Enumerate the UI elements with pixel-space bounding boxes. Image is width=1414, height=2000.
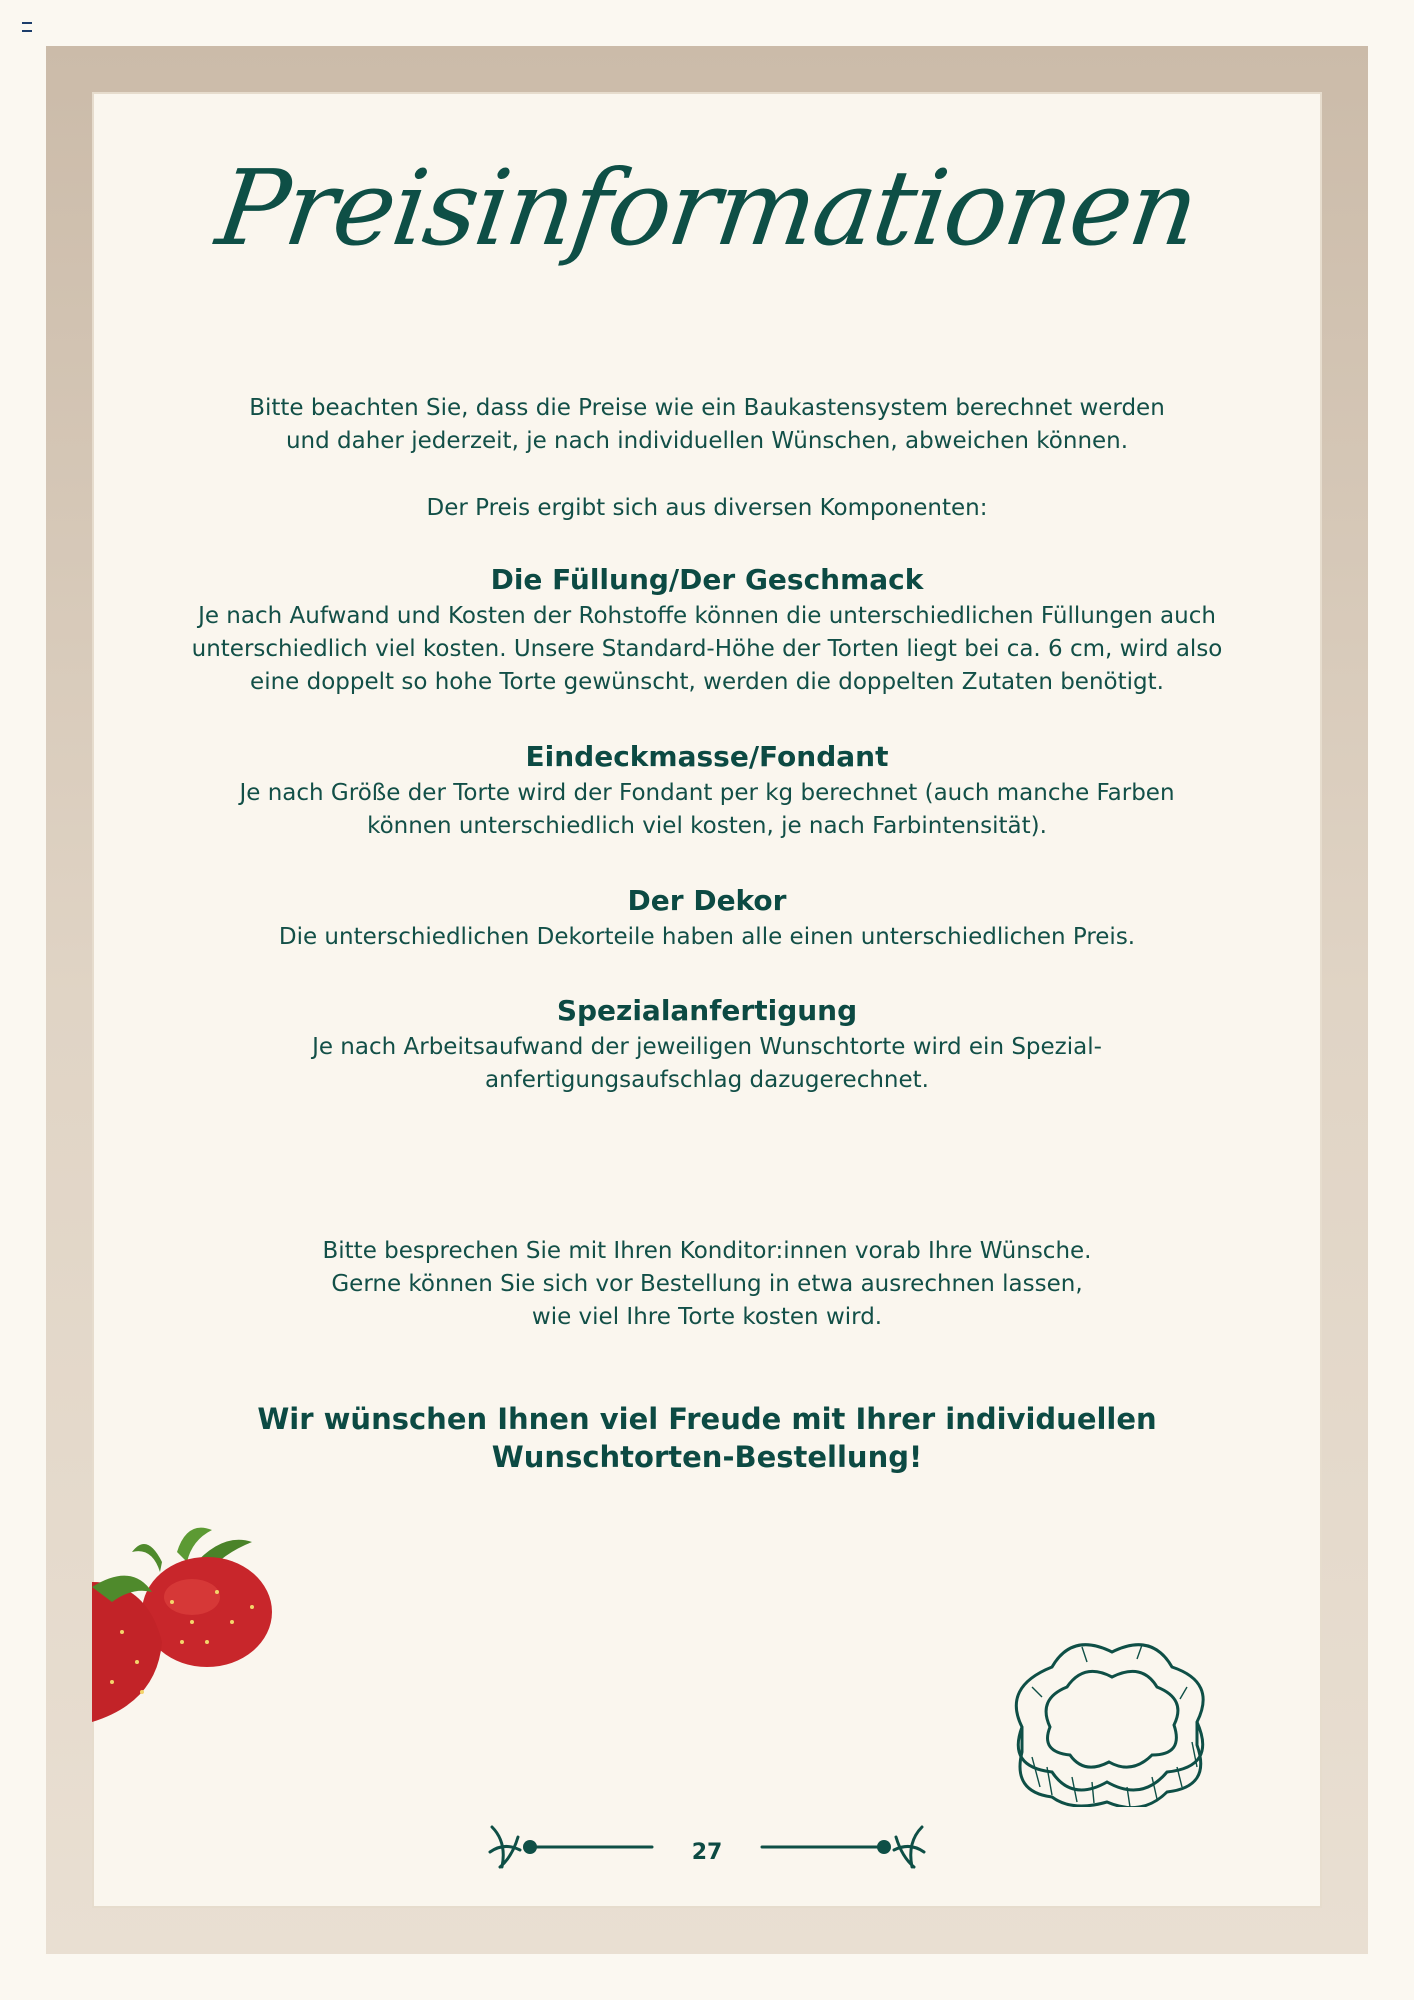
- intro-text: [92, 392, 1322, 458]
- closing-line: Wunschtorten-Bestellung!: [491, 1440, 923, 1474]
- section-special: [92, 991, 1322, 1097]
- intro-line: und daher jederzeit, je nach individuellen Wünschen, abweichen können.: [285, 428, 1129, 454]
- page-title: Preisinformationen: [210, 147, 1204, 269]
- note-line: Gerne können Sie sich vor Bestellung in etwa ausrechnen lassen,: [331, 1271, 1083, 1297]
- intro-line: Bitte beachten Sie, dass die Preise wie ein Baukastensystem berechnet werden: [249, 395, 1165, 421]
- section-decor: [92, 881, 1322, 954]
- closing-text: [92, 1400, 1322, 1476]
- section-heading: Eindeckmasse/Fondant: [525, 740, 889, 773]
- page-number: 27: [691, 1840, 723, 1865]
- menu-icon[interactable]: [22, 22, 32, 32]
- section-heading: Der Dekor: [627, 884, 787, 917]
- lead-text: [92, 492, 1322, 525]
- note-line: Bitte besprechen Sie mit Ihren Konditor:innen vorab Ihre Wünsche.: [322, 1238, 1092, 1264]
- section-line: Je nach Arbeitsaufwand der jeweiligen Wunschtorte wird ein Spezial-: [312, 1034, 1102, 1060]
- section-line: Je nach Aufwand und Kosten der Rohstoffe können die unterschiedlichen Füllungen auch: [198, 603, 1216, 629]
- section-line: können unterschiedlich viel kosten, je nach Farbintensität).: [367, 813, 1047, 839]
- section-line: Je nach Größe der Torte wird der Fondant per kg berechnet (auch manche Farben: [239, 780, 1175, 806]
- section-fondant: [92, 737, 1322, 843]
- lead-line: Der Preis ergibt sich aus diversen Komponenten:: [426, 495, 988, 521]
- section-heading: Die Füllung/Der Geschmack: [490, 563, 924, 596]
- section-line: eine doppelt so hohe Torte gewünscht, werden die doppelten Zutaten benötigt.: [250, 669, 1164, 695]
- closing-line: Wir wünschen Ihnen viel Freude mit Ihrer individuellen: [257, 1402, 1157, 1436]
- section-filling: [92, 560, 1322, 699]
- section-heading: Spezialanfertigung: [556, 994, 858, 1027]
- cookie-cutter-illustration: [992, 1627, 1232, 1807]
- page-panel: [92, 92, 1322, 1908]
- note-line: wie viel Ihre Torte kosten wird.: [531, 1304, 883, 1330]
- strawberry-illustration: [92, 1492, 292, 1732]
- section-line: anfertigungsaufschlag dazugerechnet.: [485, 1067, 929, 1093]
- section-line: unterschiedlich viel kosten. Unsere Standard-Höhe der Torten liegt bei ca. 6 cm, wird also: [191, 636, 1223, 662]
- note-text: [92, 1235, 1322, 1334]
- section-line: Die unterschiedlichen Dekorteile haben alle einen unterschiedlichen Preis.: [278, 924, 1136, 950]
